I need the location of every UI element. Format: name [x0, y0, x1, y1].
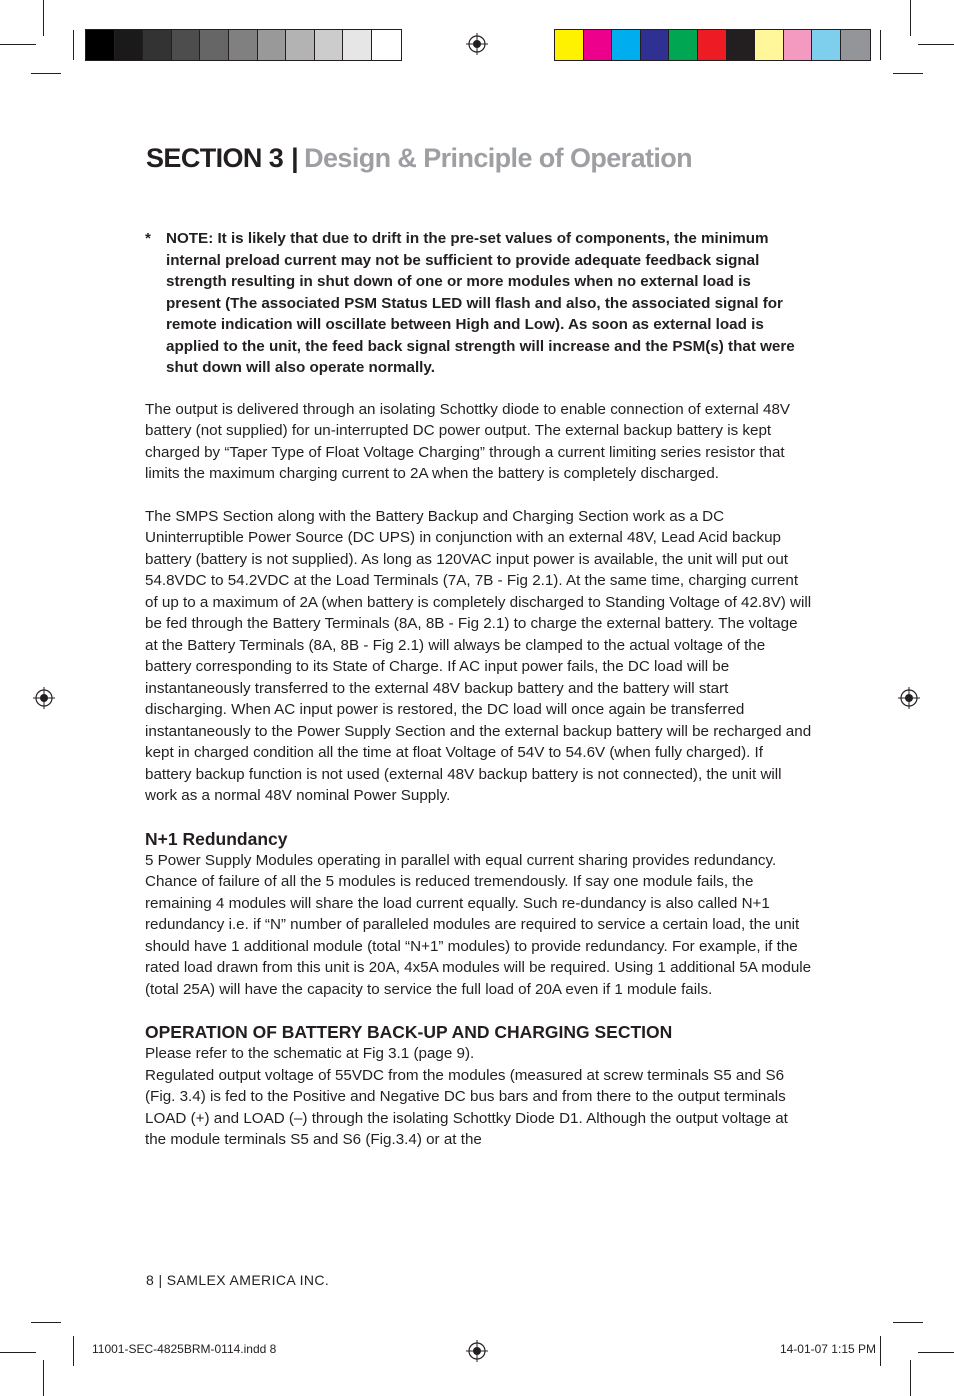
gray-swatch: [286, 30, 315, 60]
slug-filename: 11001-SEC-4825BRM-0114.indd 8: [92, 1342, 277, 1356]
crop-mark: [893, 73, 923, 74]
crop-mark: [918, 1352, 954, 1353]
crop-mark: [0, 1352, 36, 1353]
slug-timestamp: 14-01-07 1:15 PM: [779, 1342, 876, 1356]
color-bar: [554, 29, 871, 61]
battery-section-ref: Please refer to the schematic at Fig 3.1 (page 9).: [145, 1045, 475, 1062]
registration-mark-icon: [466, 1340, 488, 1362]
registration-mark-icon: [466, 33, 488, 55]
gray-swatch: [343, 30, 372, 60]
crop-mark: [31, 73, 61, 74]
redundancy-text: 5 Power Supply Modules operating in parallel with equal current sharing provides redundancy. Chance of failure of all the 5 modules is reduced tremendously. If say one module fails, the remaining 4 modules will share the load current equally. Such re-dundancy is also called N+1 redundancy i.e. if “N” number of paralleled modules are required to service a certain load, the unit should have 1 additional module (total “N+1” modules) to provide redundancy. For example, if the rated load drawn from this unit is 20A, 4x5A modules will be required. Using 1 additional 5A module (total 25A) will have the capacity to service the full load of 20A even if 1 module fails.: [145, 851, 812, 998]
crop-mark: [43, 1360, 44, 1396]
crop-mark: [918, 44, 954, 45]
title-separator: |: [291, 143, 299, 173]
color-swatch: [812, 30, 841, 60]
gray-swatch: [172, 30, 201, 60]
section-number: SECTION 3: [146, 143, 284, 173]
color-swatch: [755, 30, 784, 60]
crop-mark: [880, 30, 881, 60]
gray-swatch: [115, 30, 144, 60]
color-swatch: [669, 30, 698, 60]
note-marker: *: [145, 230, 151, 247]
crop-mark: [880, 1336, 881, 1366]
crop-mark: [31, 1322, 61, 1323]
color-swatch: [727, 30, 756, 60]
page-footer: 8 | SAMLEX AMERICA INC.: [146, 1272, 330, 1288]
registration-mark-icon: [33, 687, 55, 709]
battery-section-heading: OPERATION OF BATTERY BACK-UP AND CHARGING SECTION: [145, 1022, 673, 1042]
color-swatch: [612, 30, 641, 60]
crop-mark: [910, 0, 911, 36]
gray-swatch: [86, 30, 115, 60]
note-text: NOTE: It is likely that due to drift in the pre-set values of components, the minimum internal preload current may not be sufficient to provide adequate feedback signal strength resulting in shut down of one or more modules when no external load is present (The associated PSM Status LED will flash and also, the associated signal for remote indication will oscillate between High and Low). As soon as external load is applied to the unit, the feed back signal strength will increase and the PSM(s) that were shut down will also operate normally.: [166, 230, 795, 376]
gray-swatch: [372, 30, 401, 60]
section-subtitle: Design & Principle of Operation: [304, 143, 693, 173]
color-swatch: [698, 30, 727, 60]
crop-mark: [73, 30, 74, 60]
color-swatch: [641, 30, 670, 60]
color-swatch: [841, 30, 870, 60]
color-swatch: [584, 30, 613, 60]
crop-mark: [73, 1336, 74, 1366]
gray-swatch: [315, 30, 344, 60]
paragraph-output: The output is delivered through an isolating Schottky diode to enable connection of external 48V battery (not supplied) for un-interrupted DC power output. The external backup battery is kept charged by “Taper Type of Float Voltage Charging” through a current limiting series resistor that limits the maximum charging current to 2A when the battery is completely discharged.: [145, 400, 791, 482]
battery-section-text: Regulated output voltage of 55VDC from the modules (measured at screw terminals S5 and S6 (Fig. 3.4) is fed to the Positive and Negative DC bus bars and from there to the output terminals LOAD (+) and LOAD (–) through the isolating Schottky Diode D1. Although the output voltage at the module terminals S5 and S6 (Fig.3.4) or at the: [145, 1066, 788, 1148]
redundancy-heading: N+1 Redundancy: [145, 828, 288, 849]
crop-mark: [43, 0, 44, 36]
crop-mark: [893, 1322, 923, 1323]
paragraph-dc-ups: The SMPS Section along with the Battery Backup and Charging Section work as a DC Uninterruptible Power Source (DC UPS) in conjunction with an external 48V, Lead Acid backup battery (battery is not supplied). As long as 120VAC input power is available, the unit will put out 54.8VDC to 54.2VDC at the Load Terminals (7A, 7B - Fig 2.1). At the same time, charging current of up to a maximum of 2A (when battery is completely discharged to Standing Voltage of 42.8V) will be fed through the Battery Terminals (8A, 8B - Fig 2.1) to charge the external battery. The voltage at the Battery Terminals (8A, 8B - Fig 2.1) will always be clamped to the actual voltage of the battery corresponding to its State of Charge. If AC input power fails, the DC load will be instantaneously transferred to the external 48V backup battery and the battery will start discharging. When AC input power is restored, the DC load will once again be transferred instantaneously to the Power Supply Section and the external backup battery will be recharged and kept in charged condition all the time at float Voltage of 54V to 54.6V (when fully charged). If battery backup function is not used (external 48V backup battery is not connected), the unit will work as a normal 48V nominal Power Supply.: [145, 507, 812, 804]
crop-mark: [0, 44, 36, 45]
gray-swatch: [143, 30, 172, 60]
gray-swatch: [200, 30, 229, 60]
note-block: [145, 228, 813, 379]
gray-swatch: [258, 30, 287, 60]
color-swatch: [784, 30, 813, 60]
document-body: [145, 228, 813, 1151]
crop-mark: [910, 1360, 911, 1396]
color-swatch: [555, 30, 584, 60]
gray-swatch: [229, 30, 258, 60]
page-title: [146, 143, 692, 174]
registration-mark-icon: [898, 687, 920, 709]
grayscale-bar: [85, 29, 402, 61]
